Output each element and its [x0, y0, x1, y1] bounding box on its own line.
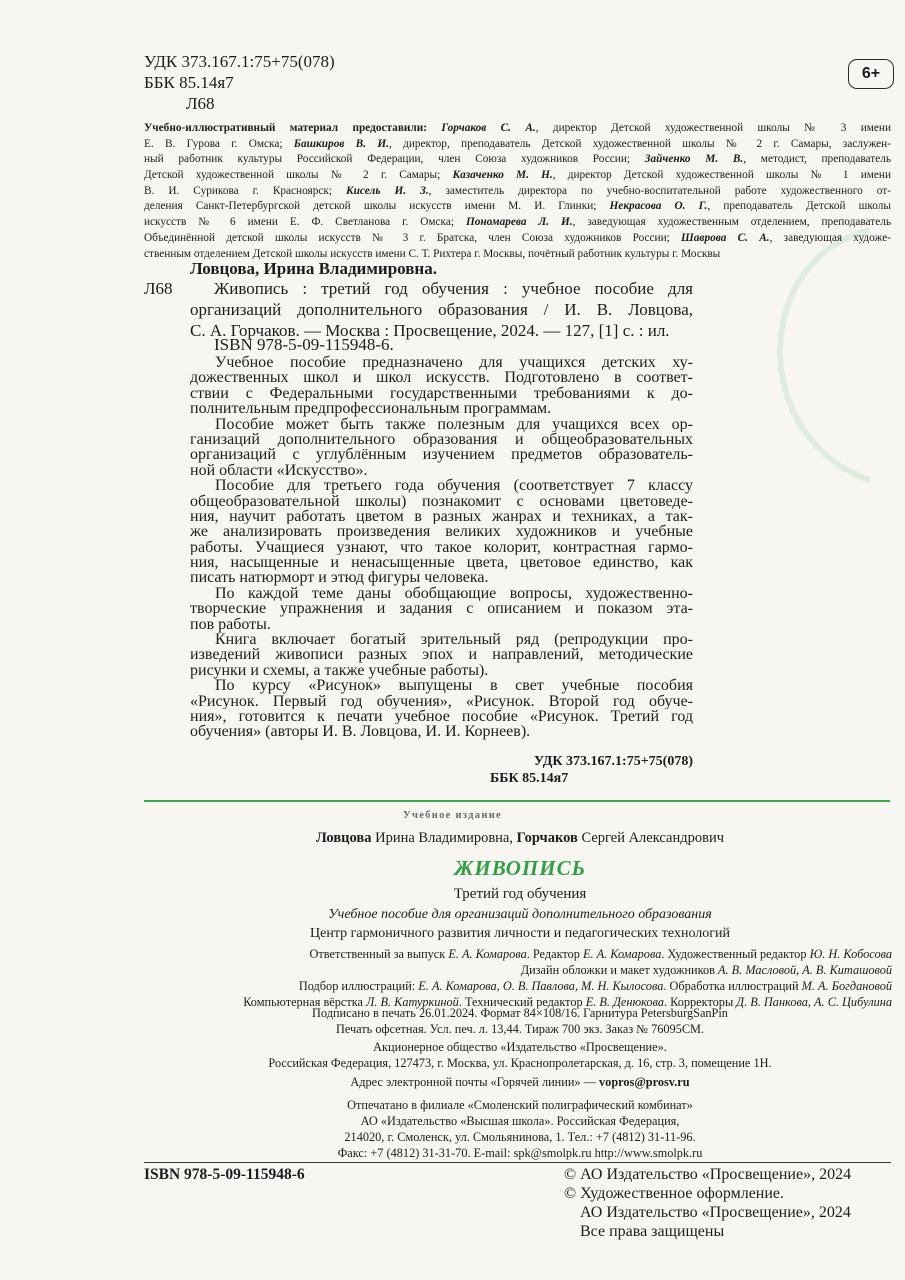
staff-role: Ответственный за выпуск: [309, 947, 449, 961]
edition-type: Учебное издание: [402, 810, 503, 821]
imprint-authors: [0, 830, 905, 847]
printer-line: 214020, г. Смоленск, ул. Смольянинова, 1. Тел.: +7 (4812) 31-11-96.: [344, 1130, 696, 1144]
contributor-text: , заместитель директора по учебно-воспитательной работе художественного от-: [428, 184, 891, 197]
annotation-line: пов работы.: [190, 615, 271, 633]
bbk-code: ББК 85.14я7: [144, 73, 234, 92]
contributor-name: Шаврова С. А.: [681, 231, 770, 244]
bib-line: С. А. Горчаков. — Москва : Просвещение, 2024. — 127, [1] с. : ил.: [190, 321, 670, 340]
contributors-line: [144, 184, 891, 200]
annotation-line: писать натюрморт и этюд фигуры человека.: [190, 569, 489, 587]
printer-line: Отпечатано в филиале «Смоленский полиграфический комбинат»: [347, 1098, 693, 1112]
contributors-line: [144, 121, 891, 137]
annotation-line: Пособие для третьего года обучения (соответствует 7 классу: [215, 478, 693, 494]
copyright-line: Все права защищены: [564, 1223, 725, 1240]
contributor-text: искусств № 6 имени Е. Ф. Светланова г. Омска;: [144, 216, 466, 229]
contributor-name: Зайченко М. В.: [644, 153, 744, 166]
green-divider: [144, 800, 890, 802]
contributor-text: Детской художественной школы № 2 г. Самары;: [144, 169, 453, 182]
annotation-line: творческие упражнения и задания с описанием и показом эта-: [190, 601, 693, 617]
annotation-line: Пособие может быть также полезным для учащихся всех ор-: [215, 416, 693, 432]
staff-role: Компьютерная вёрстка: [243, 995, 367, 1009]
footer-divider: [144, 1162, 891, 1163]
record-code: Л68: [144, 279, 173, 298]
annotation-line: обучения» (авторы И. В. Ловцова, И. И. Корнеев).: [190, 723, 531, 741]
contributor-text: , заведующая художественным отделением, преподаватель: [572, 216, 891, 229]
copyright-line: © АО Издательство «Просвещение», 2024: [564, 1166, 852, 1183]
printer-details: [0, 1097, 905, 1161]
contributor-text: деления Санкт-Петербургской детской школы искусств имени М. И. Глинки;: [144, 200, 610, 213]
contributor-text: , преподаватель Детской школы: [707, 200, 891, 213]
staff-role: Дизайн обложки и макет художников: [520, 963, 718, 977]
bib-line: Живопись : третий год обучения : учебное пособие для: [214, 279, 693, 298]
book-title: ЖИВОПИСЬ: [454, 856, 586, 880]
contributor-text: , директор Детской художественной школы № 3 имени: [535, 122, 891, 134]
annotation-line: Книга включает богатый зрительный ряд (репродукции про-: [215, 632, 693, 648]
record-author: Ловцова, Ирина Владимировна.: [190, 259, 437, 278]
annotation-line: изведений живописи разных эпох и направлений, методические: [190, 647, 693, 663]
annotation-line: ганизаций дополнительного образования и общеобразовательных: [190, 431, 693, 448]
annotation-line: Учебное пособие предназначено для учащихся детских ху-: [215, 355, 693, 371]
copyright-line: АО Издательство «Просвещение», 2024: [564, 1204, 851, 1221]
annotation-line: ния», готовится к печати учебное пособие «Рисунок. Третий год: [190, 708, 693, 725]
print-line: Подписано в печать 26.01.2024. Формат 84×108/16. Гарнитура PetersburgSanPin: [312, 1006, 728, 1020]
copyright-line: © Художественное оформление.: [564, 1185, 785, 1202]
staff-line: [140, 946, 892, 962]
annotation-line: ния, насыщенные и ненасыщенные цвета, цветовое единство, как: [190, 555, 693, 571]
staff-name: М. А. Богдановой: [801, 979, 892, 993]
contributor-text: Е. В. Гурова г. Омска;: [144, 137, 294, 150]
publisher-details: [0, 1039, 905, 1071]
book-subtitle: Учебное пособие для организаций дополнительного образования: [328, 907, 712, 922]
record-isbn: ISBN 978-5-09-115948-6.: [214, 335, 394, 354]
contributor-name: Казаченко М. Н.: [452, 169, 553, 182]
annotation-line: «Рисунок. Первый год обучения», «Рисунок. Второй год обуче-: [190, 693, 693, 709]
staff-line: [140, 978, 892, 994]
hotline-email: [0, 1075, 905, 1090]
publishing-center: Центр гармоничного развития личности и педагогических технологий: [310, 926, 730, 941]
staff-role: . Корректоры: [663, 995, 737, 1009]
age-rating-badge: 6+: [848, 59, 894, 89]
staff-name: Е. А. Комарова: [448, 947, 527, 961]
annotation-line: По курсу «Рисунок» выпущены в свет учебные пособия: [215, 678, 693, 694]
annotation-line: работы. Учащиеся узнают, что такое колорит, контрастная гармо-: [190, 539, 693, 556]
hotline-email-address: vopros@prosv.ru: [599, 1075, 690, 1089]
annotation-line: же анализировать произведения великих художников и учебные: [190, 524, 693, 540]
contributors-line: [144, 199, 891, 215]
annotation-line: ствии с Федеральными государственными требованиями к до-: [190, 385, 693, 402]
contributor-name: Некрасова О. Г.: [609, 200, 708, 213]
author-name-part: Ловцова: [315, 830, 372, 846]
staff-line: [140, 962, 892, 978]
staff-name: Е. А. Комарова, О. В. Павлова, М. Н. Кылосова: [418, 979, 664, 993]
author-name-part: Горчаков: [516, 830, 578, 846]
contributor-text: Учебно-иллюстративный материал предоставили:: [144, 122, 442, 134]
contributor-text: В. И. Сурикова г. Красноярск;: [144, 184, 346, 197]
contributor-text: ный работник культуры Российской Федерации, член Союза художников России;: [144, 153, 645, 166]
print-line: Печать офсетная. Усл. печ. л. 13,44. Тираж 700 экз. Заказ № 76095СМ.: [335, 1021, 705, 1036]
printer-line: Факс: +7 (4812) 31-31-70. E-mail: spk@smolpk.ru http://www.smolpk.ru: [337, 1146, 703, 1160]
contributor-name: Башкиров В. И.: [293, 137, 389, 150]
contributors-line: [144, 152, 891, 168]
annotation: [190, 355, 693, 740]
contributors-block: [144, 121, 891, 262]
staff-name: А. В. Масловой, А. В. Киташовой: [718, 963, 892, 977]
contributor-text: , директор, преподаватель Детской художественной школы № 2 г. Самары, заслужен-: [388, 137, 891, 150]
contributor-text: ственным отделением Детской школы искусств имени С. Т. Рихтера г. Москвы, почётный работник культуры г. Москвы: [144, 247, 721, 260]
annotation-line: ной области «Искусство».: [190, 461, 368, 479]
hotline-email-label: Адрес электронной почты «Горячей линии» —: [350, 1075, 600, 1089]
annotation-line: общеобразовательной школы) познакомит с основами цветоведе-: [190, 493, 693, 509]
annotation-line: ния, научит работать цветом в разных жанрах и техниках, а так-: [190, 508, 693, 525]
staff-name: Д. В. Панкова, А. С. Цибулина: [736, 995, 892, 1009]
staff-role: . Редактор: [526, 947, 583, 961]
book-year-of-study: Третий год обучения: [453, 886, 587, 902]
staff-role: Подбор иллюстраций:: [298, 979, 419, 993]
staff-role: . Технический редактор: [458, 995, 586, 1009]
staff-name: Ю. Н. Кобосова: [809, 947, 892, 961]
annotation-line: рисунки и схемы, а также учебные работы).: [190, 661, 489, 679]
contributor-name: Кисель И. З.: [345, 184, 429, 197]
contributor-text: Объединённой детской школы искусств № 3 г. Братска, член Союза художников России;: [144, 231, 682, 244]
staff-role: . Обработка иллюстраций: [663, 979, 802, 993]
printer-line: АО «Издательство «Высшая школа». Российская Федерация,: [360, 1114, 680, 1128]
contributor-name: Горчаков С. А.: [441, 122, 536, 134]
staff-credits: [140, 946, 892, 1010]
author-sign-code: Л68: [186, 94, 215, 113]
publisher-line: Акционерное общество «Издательство «Просвещение».: [373, 1040, 667, 1054]
contributor-name: Пономарева Л. И.: [465, 216, 573, 229]
annotation-line: полнительным предпрофессиональным программам.: [190, 400, 552, 418]
publisher-line: Российская Федерация, 127473, г. Москва, ул. Краснопролетарская, д. 16, стр. 3, помещение 1Н.: [268, 1056, 772, 1070]
author-name-part: Ирина Владимировна,: [371, 830, 517, 846]
contributor-text: , директор Детской художественной школы № 1 имени: [552, 169, 891, 182]
footer-isbn: ISBN 978-5-09-115948-6: [144, 1166, 305, 1183]
annotation-line: организаций с углублённым изучением предметов образователь-: [190, 447, 693, 463]
contributors-line: [144, 168, 891, 184]
bib-line: организаций дополнительного образования / И. В. Ловцова,: [190, 300, 693, 319]
staff-name: Л. В. Катуркиной: [366, 995, 459, 1009]
annotation-line: По каждой теме даны обобщающие вопросы, художественно-: [215, 585, 693, 602]
print-details: [0, 1006, 905, 1038]
record-bbk: ББК 85.14я7: [490, 771, 569, 786]
staff-name: Е. В. Денюкова: [585, 995, 664, 1009]
contributors-line: [144, 231, 891, 247]
staff-name: Е. А. Комарова: [582, 947, 662, 961]
contributors-line: [144, 137, 891, 153]
contributor-text: , методист, преподаватель: [743, 153, 891, 166]
copyright-block: [564, 1165, 851, 1241]
udk-code: УДК 373.167.1:75+75(078): [144, 52, 335, 71]
author-name-part: Сергей Александрович: [577, 830, 724, 846]
staff-role: . Художественный редактор: [661, 947, 810, 961]
contributor-text: , заведующая художе-: [769, 231, 891, 244]
record-udk: УДК 373.167.1:75+75(078): [533, 754, 693, 769]
contributors-line: [144, 215, 891, 231]
annotation-line: дожественных школ и школ искусств. Подготовлено в соответ-: [190, 370, 693, 386]
record-bibliographic-description: [190, 278, 693, 341]
